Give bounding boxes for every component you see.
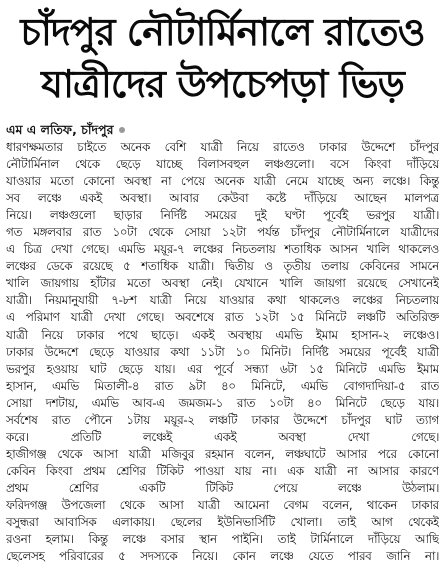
text-line: রওনা হলাম। কিন্তু লঞ্চে বসার স্থান পাইনি। তাই টার্মিনালে দাঁড়িয়ে আছি	[6, 532, 439, 547]
text-line: ফরিদগঞ্জ উপজেলা থেকে আসা যাত্রী আমেনা বেগম বলেন, থাকেন ঢাকার	[6, 497, 439, 512]
byline: এম এ লতিফ, চাঁদপুর	[6, 122, 114, 137]
text-line: যাওয়ার মতো কোনো অবস্থা না পেয়ে অনেক যাত্রী নেমে যাচ্ছে অন্য লঞ্চে। কিন্তু	[6, 174, 439, 189]
text-line: ছেলেসহ পরিবারের ৫ সদস্যকে নিয়ে। কোন লঞ্চে যেতে পারব জানি না।	[6, 549, 439, 564]
text-line: সব লঞ্চে একই অবস্থা। আবার কেউবা কষ্টে দাঁড়িয়ে আছেন মালপত্র	[6, 191, 439, 206]
text-line: ভরপুর হওয়ায় ঘাট ছেড়ে যায়। এর পূর্বে সন্ধ্যা ৬টা ১৫ মিনিটে এমভি ইমাম	[6, 361, 439, 376]
text-line: যাত্রী নিয়ে ঢাকার পথে ছাড়ে। একই অবস্থায় এমভি ইমাম হাসান-২ লঞ্চেও।	[6, 327, 439, 342]
text-line: সর্বশেষ রাত পৌনে ১টায় ময়ূর-২ লঞ্চটি ঢাকার উদ্দেশে চাঁদপুর ঘাট ত্যাগ	[6, 412, 439, 427]
text-line: বসুন্ধরা আবাসিক এলাকায়। ছেলের ইউনিভার্সিটি খোলা। তাই আগ থেকেই	[6, 515, 439, 530]
bullet-icon	[119, 127, 125, 133]
headline	[6, 6, 439, 110]
text-line: যাত্রী। নিয়মানুযায়ী ৭-৮শ যাত্রী নিয়ে যাওয়ার কথা থাকলেও লঞ্চের নিচতলায়	[6, 293, 439, 308]
text-line: কেবিন কিংবা প্রথম শ্রেণির টিকিট পাওয়া যায় না। এক যাত্রী না আসার কারণে	[6, 463, 439, 478]
paragraph	[6, 139, 439, 224]
text-line: হাসান, এমভি মিতালী-৪ রাত ৯টা ৪০ মিনিটে, এমভি বোগদাদিয়া-৫ রাত	[6, 378, 439, 393]
text-line: প্রথম শ্রেণির একটি টিকিট পেয়ে লঞ্চে উঠলাম।	[6, 480, 439, 495]
headline-line-2: যাত্রীদের উপচেপড়া ভিড়	[41, 62, 404, 106]
text-line: ঢাকার উদ্দেশে ছেড়ে যাওয়ার কথা ১১টা ১০ মিনিট। নির্দিষ্ট সময়ের পূর্বেই যাত্রী	[6, 344, 439, 359]
text-line: লঞ্চের ডেকে রয়েছে ৫ শতাধিক যাত্রী। দ্বিতীয় ও তৃতীয় তলায় কেবিনের সামনে	[6, 259, 439, 274]
text-line: গত মঙ্গলবার রাত ১০টা থেকে সোয়া ১২টা পর্যন্ত চাঁদপুর নৌটার্মিনালে যাত্রীদের	[6, 225, 439, 240]
paragraph	[6, 497, 439, 565]
article-body	[6, 139, 439, 565]
paragraph	[6, 446, 439, 497]
text-line: এ চিত্র দেখা গেছে। এমভি ময়ূর-৭ লঞ্চের নিচতলায় শতাধিক আসন খালি থাকলেও	[6, 242, 439, 257]
text-line: সোয়া দশটায়, এমভি আব-এ জমজম-১ রাত ১০টা ৪০ মিনিটে ছেড়ে যায়।	[6, 395, 439, 410]
text-line: করে। প্রতিটি লঞ্চেই একই অবস্থা দেখা গেছে।	[6, 429, 439, 444]
text-line: নৌটার্মিনাল থেকে ছেড়ে যাচ্ছে বিলাসবহুল লঞ্চগুলো। বসে কিংবা দাঁড়িয়ে	[6, 157, 439, 172]
text-line: ধারণক্ষমতার চাইতে অনেক বেশি যাত্রী নিয়ে রাতেও ঢাকার উদ্দেশে চাঁদপুর	[6, 140, 439, 154]
paragraph	[6, 224, 439, 446]
headline-line-1: চাঁদপুর নৌটার্মিনালে রাতেও	[20, 10, 425, 54]
text-line: এ পরিমাণ যাত্রী দেখা গেছে। অবশেষে রাত ১২টা ১৫ মিনিটে লঞ্চটি অতিরিক্ত	[6, 310, 439, 325]
byline-row	[6, 122, 439, 138]
text-line: নিয়ে। লঞ্চগুলো ছাড়ার নির্দিষ্ট সময়ের দুই ঘণ্টা পূর্বেই ভরপুর যাত্রী।	[6, 208, 439, 223]
text-line: হাজীগঞ্জ থেকে আসা যাত্রী মজিবুর রহমান বলেন, লঞ্চঘাটে আসার পরে কোনো	[6, 446, 439, 461]
text-line: খালি জায়গায় হাঁটার মতো অবস্থা নেই। যেখানে খালি জায়গা রয়েছে সেখানেই	[6, 276, 439, 291]
